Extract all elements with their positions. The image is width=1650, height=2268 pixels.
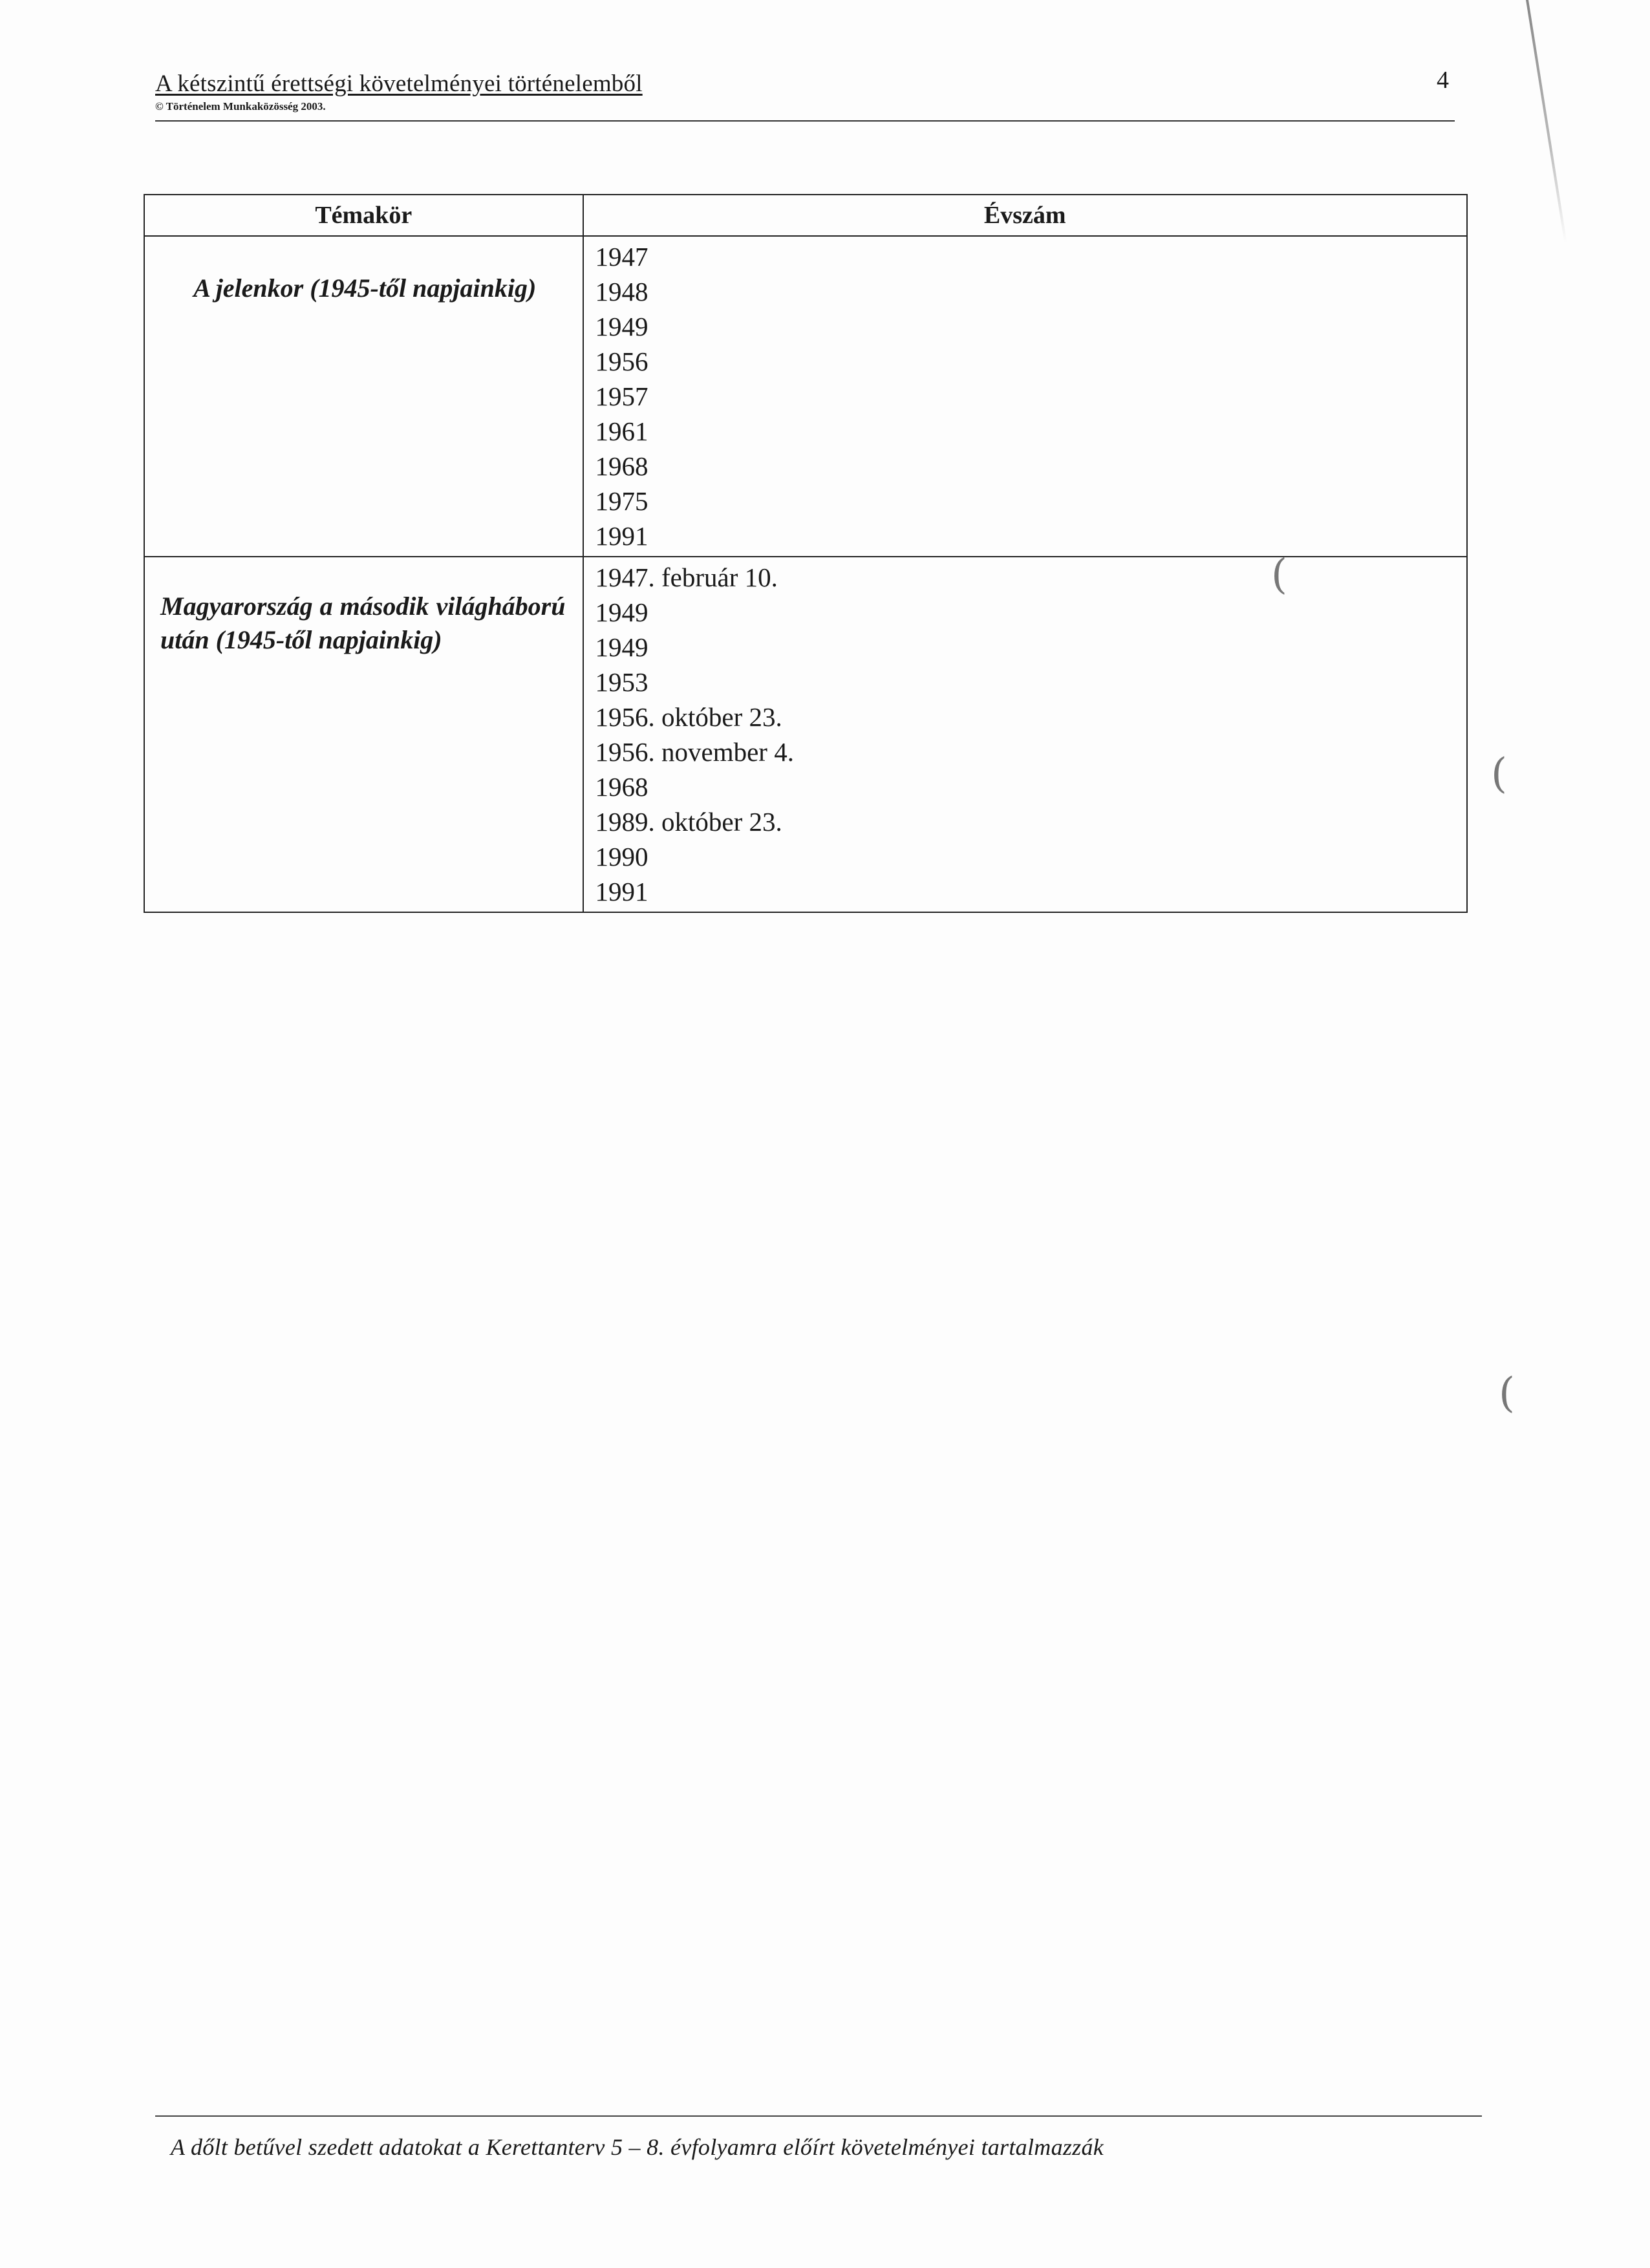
year-item: 1968 — [595, 772, 648, 802]
year-item: 1991 — [595, 521, 648, 551]
column-header-topic: Témakör — [144, 195, 583, 236]
year-item: 1975 — [595, 486, 648, 516]
year-item: 1947 — [595, 242, 648, 272]
copyright-line: © Történelem Munkaközösség 2003. — [155, 100, 326, 112]
year-cell — [583, 557, 1468, 912]
year-item: 1956. október 23. — [595, 702, 782, 732]
year-item: 1990 — [595, 842, 648, 872]
year-item: 1947. február 10. — [595, 562, 778, 592]
column-header-year: Évszám — [583, 195, 1468, 236]
year-item: 1957 — [595, 381, 648, 411]
scan-edge-mark — [1526, 0, 1567, 242]
document-title: A kétszintű érettségi követelményei történelemből — [155, 70, 643, 97]
year-item: 1948 — [595, 277, 648, 306]
table-header-row — [144, 195, 1467, 236]
year-item: 1949 — [595, 312, 648, 341]
year-cell — [583, 236, 1468, 557]
year-item: 1949 — [595, 597, 648, 627]
table-row — [144, 557, 1467, 912]
footer-note: A dőlt betűvel szedett adatokat a Kerettanterv 5 – 8. évfolyamra előírt követelményei tartalmazzák — [171, 2134, 1104, 2160]
year-list — [584, 237, 1467, 556]
year-item: 1989. október 23. — [595, 807, 782, 837]
year-item: 1953 — [595, 667, 648, 697]
year-item: 1968 — [595, 451, 648, 481]
scan-mark: ( — [1491, 750, 1507, 798]
topic-cell: Magyarország a második világháború után (1945-től napjainkig) — [144, 557, 583, 912]
year-list — [584, 557, 1467, 912]
scan-mark: ( — [1499, 1369, 1515, 1417]
year-item: 1991 — [595, 877, 648, 906]
scan-mark: ( — [1271, 551, 1287, 599]
year-item: 1956 — [595, 347, 648, 376]
table-row — [144, 236, 1467, 557]
footer-rule — [155, 2115, 1482, 2117]
header-rule — [155, 120, 1455, 122]
year-item: 1956. november 4. — [595, 737, 794, 767]
year-item: 1949 — [595, 632, 648, 662]
topic-year-table — [144, 194, 1468, 913]
year-item: 1961 — [595, 416, 648, 446]
topic-cell: A jelenkor (1945-től napjainkig) — [144, 236, 583, 557]
page-header — [155, 70, 1455, 113]
page-number: 4 — [1437, 67, 1449, 94]
